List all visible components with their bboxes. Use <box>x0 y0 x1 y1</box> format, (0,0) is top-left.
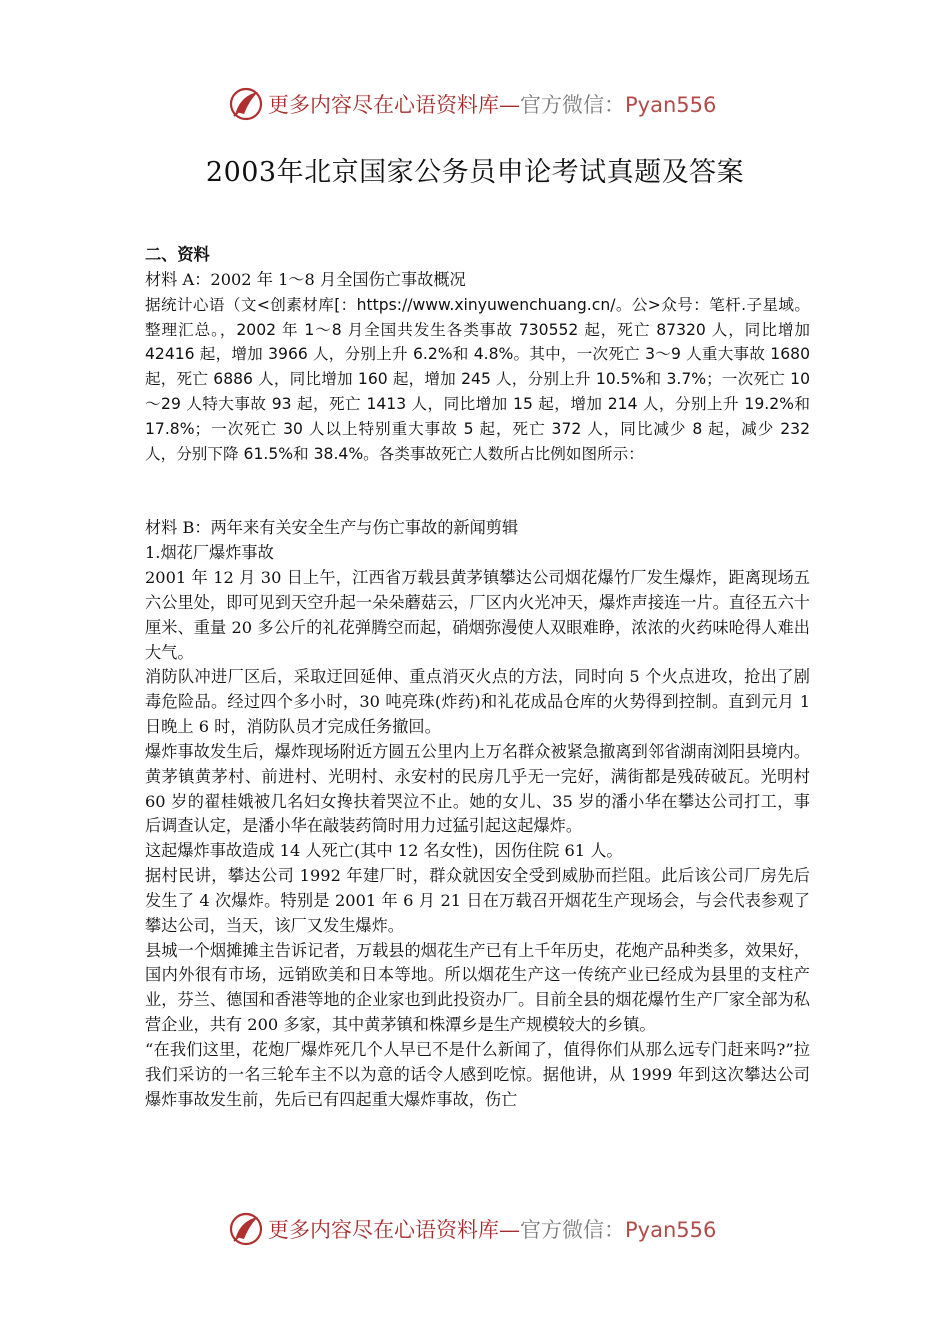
material-b-heading: 材料 B：两年来有关安全生产与伤亡事故的新闻剪辑 <box>145 518 519 538</box>
banner-wechat-label: 官方微信： <box>520 1218 625 1242</box>
paragraph: 据村民讲，攀达公司 1992 年建厂时，群众就因安全受到威胁而拦阻。此后该公司厂房先后发生了 4 次爆炸。特别是 2001 年 6 月 21 日在万载召开烟花生产现场会，与会代表参观了攀达公司，当天，该厂又发生爆炸。 <box>145 866 810 935</box>
banner-wechat-id: Pyan556 <box>625 93 717 117</box>
banner-dash: — <box>499 1218 520 1242</box>
paragraph: “在我们这里，花炮厂爆炸死几个人早已不是什么新闻了，值得你们从那么远专门赶来吗?”拉我们采访的一名三轮车主不以为意的话令人感到吃惊。据他讲，从 1999 年到这次攀达公司爆炸事故发生前，先后已有四起重大爆炸事故，伤亡 <box>145 1040 810 1109</box>
chart-placeholder-gap <box>145 467 810 517</box>
banner-wechat-label: 官方微信： <box>520 93 625 117</box>
page-title: 2003年北京国家公务员申论考试真题及答案 <box>205 157 745 188</box>
paragraph: 消防队冲进厂区后，采取迂回延伸、重点消灭火点的方法，同时向 5 个火点进攻，抢出了剧毒危险品。经过四个多小时，30 吨亮珠(炸药)和礼花成品仓库的火势得到控制。直到元月 1 日晚上 6 时，消防队员才完成任务撤回。 <box>145 667 810 737</box>
footer-banner <box>228 1209 748 1249</box>
paragraph: 2001 年 12 月 30 日上午，江西省万载县黄茅镇攀达公司烟花爆竹厂发生爆炸，距离现场五六公里处，即可见到天空升起一朵朵蘑菇云，厂区内火光冲天，爆炸声接连一片。直径五六十厘米、重量 20 多公斤的礼花弹腾空而起，硝烟弥漫使人双眼难睁，浓浓的火药味呛得人难出大气。 <box>145 567 810 662</box>
paragraph: 这起爆炸事故造成 14 人死亡(其中 12 名女性)，因伤住院 61 人。 <box>145 841 623 861</box>
brand-logo-icon <box>228 86 264 122</box>
paragraph: 县城一个烟摊摊主告诉记者，万载县的烟花生产已有上千年历史，花炮产品种类多，效果好，国内外很有市场，远销欧美和日本等地。所以烟花生产这一传统产业已经成为县里的支柱产业，芬兰、德国和香港等地的企业家也到此投资办厂。目前全县的烟花爆竹生产厂家全部为私营企业，共有 200 多家，其中黄茅镇和株潭乡是生产规模较大的乡镇。 <box>145 940 810 1035</box>
material-b-subheading: 1.烟花厂爆炸事故 <box>145 543 274 563</box>
document-body <box>145 243 810 1113</box>
brand-logo-icon <box>228 1211 264 1247</box>
header-banner <box>228 84 748 124</box>
section-heading: 二、资料 <box>145 245 210 264</box>
banner-brand: 更多内容尽在心语资料库 <box>268 1218 499 1242</box>
banner-wechat-id: Pyan556 <box>625 1218 717 1242</box>
banner-text <box>268 1214 716 1244</box>
material-a-body: 据统计心语（文<创素材库[：https://www.xinyuwenchuang.cn/。公>众号：笔杆.子星域。整理汇总。，2002 年 1～8 月全国共发生各类事故 730552 起，死亡 87320 人，同比增加 42416 起，增加 3966 人，分别上升 6.2%和 4.8%。其中，一次死亡 3～9 人重大事故 1680 起，死亡 6886 人，同比增加 160 起，增加 245 人，分别上升 10.5%和 3.7%；一次死亡 10～29 人特大事故 93 起，死亡 1413 人，同比增加 15 起，增加 214 人，分别上升 19.2%和 17.8%；一次死亡 30 人以上特别重大事故 5 起，死亡 372 人，同比减少 8 起，减少 232 人，分别下降 61.5%和 38.4%。各类事故死亡人数所占比例如图所示： <box>145 295 810 463</box>
paragraph: 爆炸事故发生后，爆炸现场附近方圆五公里内上万名群众被紧急撤离到邻省湖南浏阳县境内。黄茅镇黄茅村、前进村、光明村、永安村的民房几乎无一完好，满街都是残砖破瓦。光明村 60 岁的翟桂娥被几名妇女搀扶着哭泣不止。她的女儿、35 岁的潘小华在攀达公司打工，事后调查认定，是潘小华在敲装药筒时用力过猛引起这起爆炸。 <box>145 741 810 836</box>
banner-brand: 更多内容尽在心语资料库 <box>268 93 499 117</box>
banner-text <box>268 89 716 119</box>
banner-dash: — <box>499 93 520 117</box>
material-a-heading: 材料 A：2002 年 1～8 月全国伤亡事故概况 <box>145 269 466 289</box>
